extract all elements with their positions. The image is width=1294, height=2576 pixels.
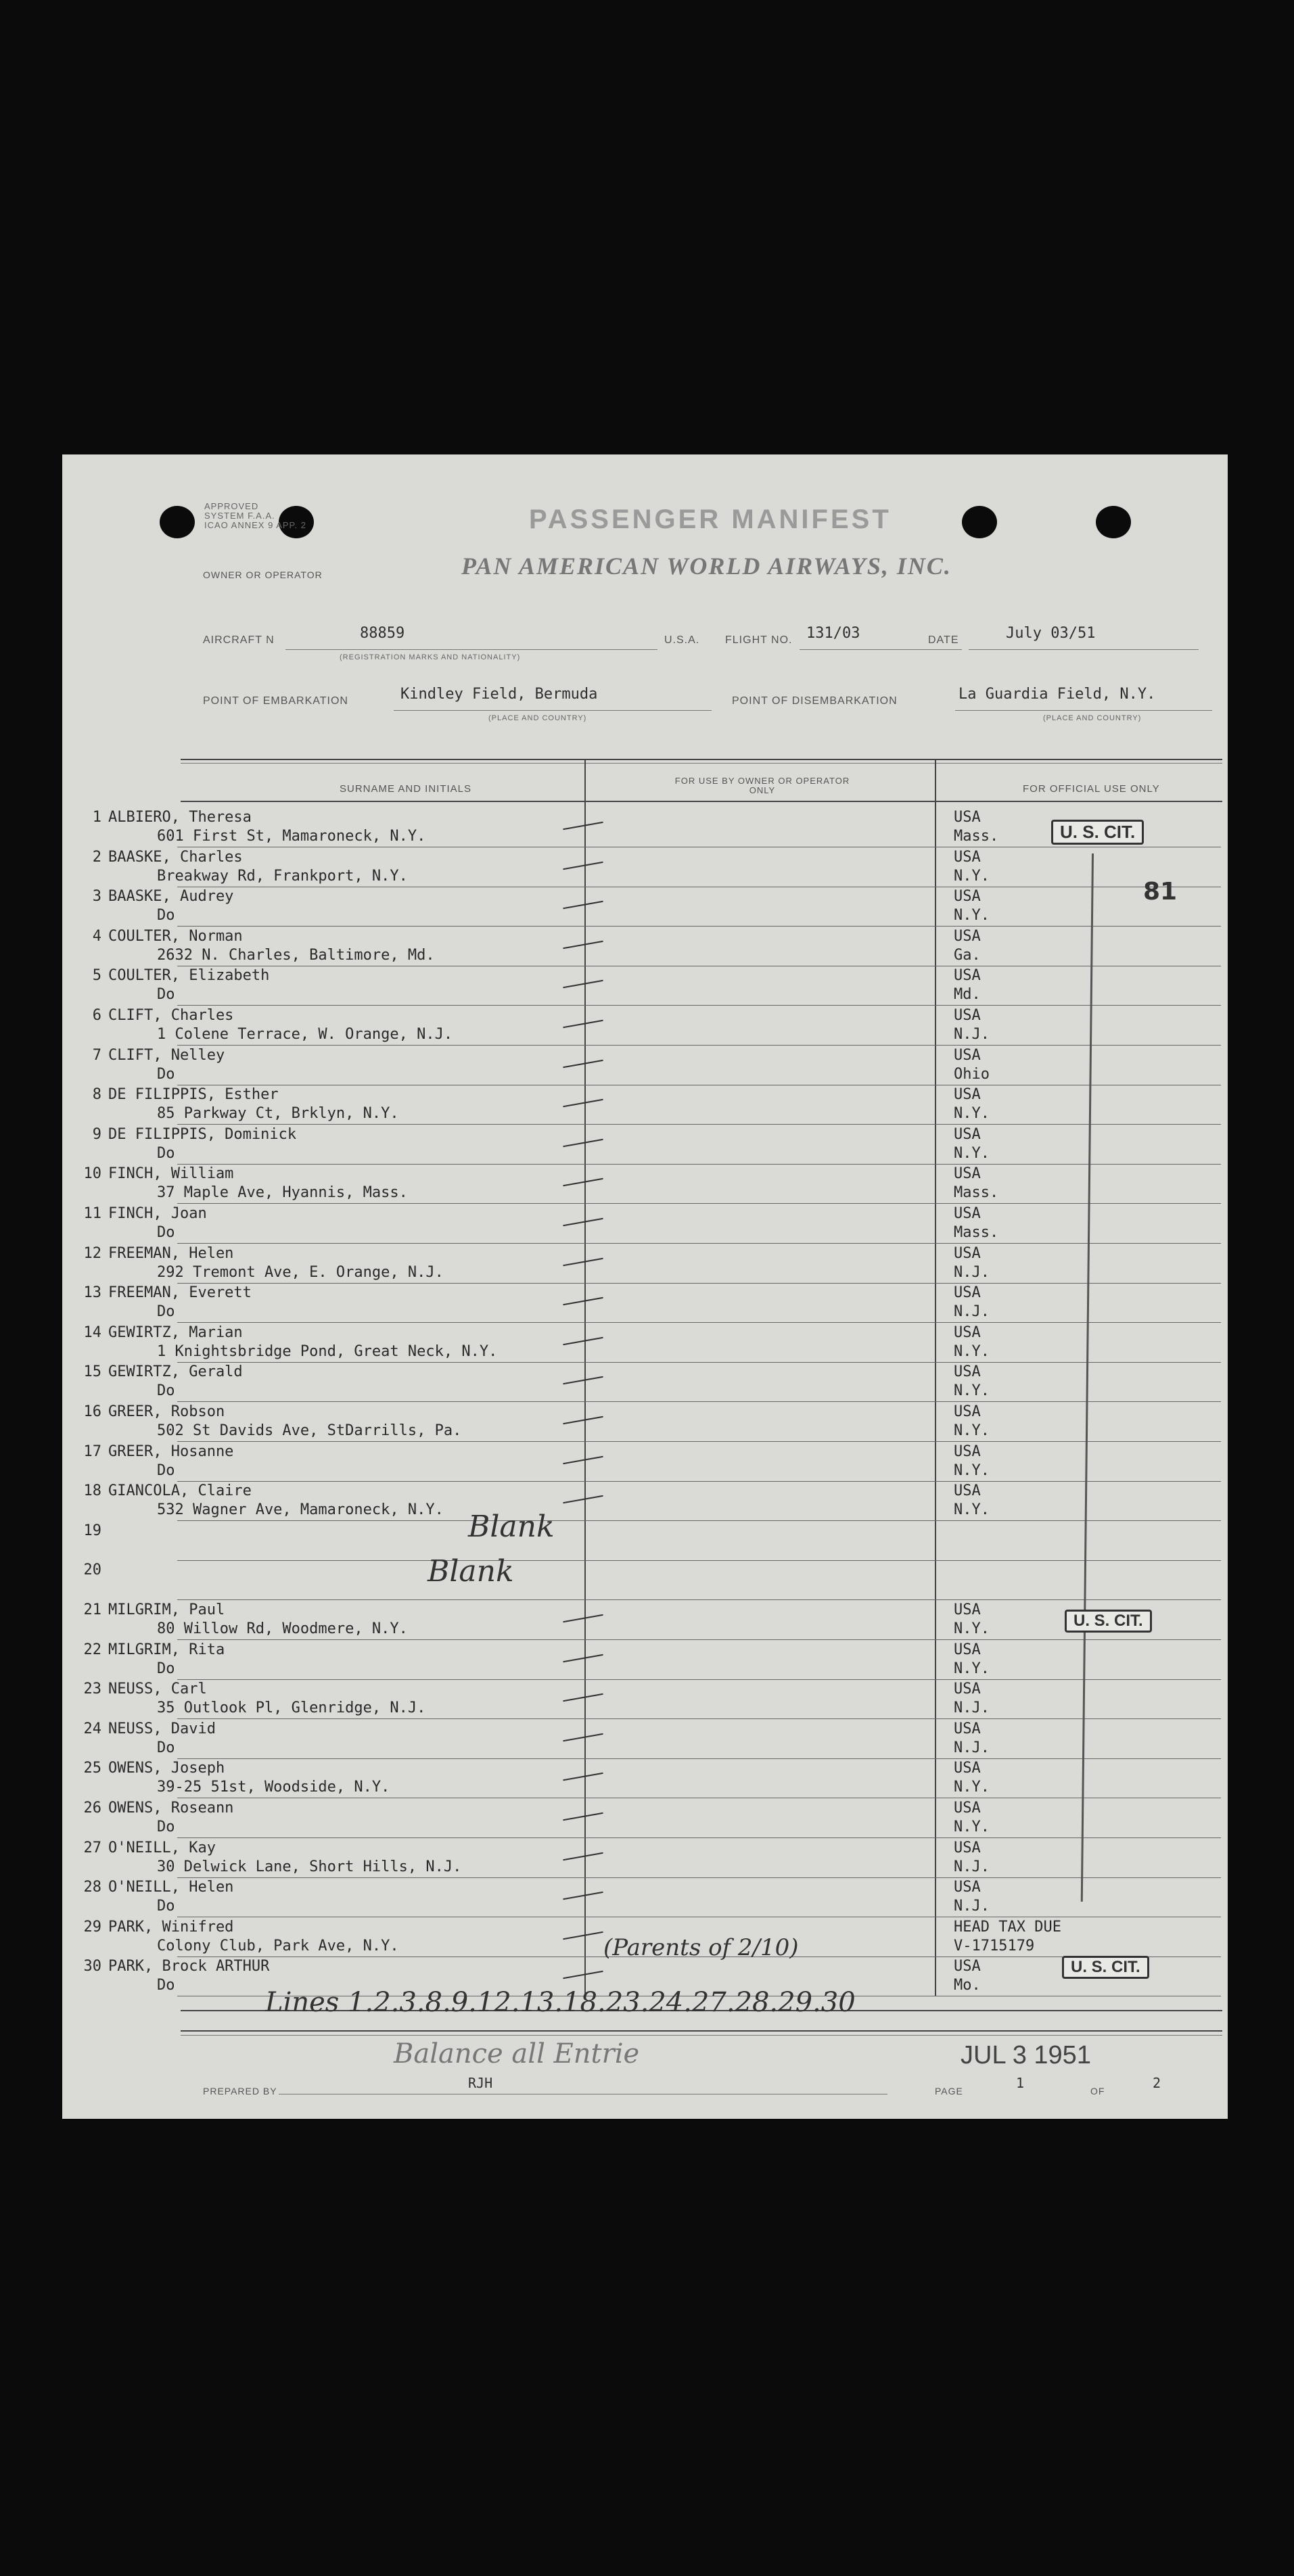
official-col-1: USA [954, 1482, 981, 1500]
row-number: 8 [92, 1086, 101, 1104]
passenger-address: 601 First St, Mamaroneck, N.Y. [157, 828, 426, 845]
passenger-name: CLIFT, Nelley [108, 1046, 225, 1064]
official-col-2: N.Y. [954, 1501, 990, 1519]
aircraft-number: 88859 [360, 625, 405, 642]
passenger-address: 2632 N. Charles, Baltimore, Md. [157, 946, 435, 964]
row-number: 23 [83, 1681, 101, 1698]
official-col-1: USA [954, 1125, 981, 1143]
date-stamp: JUL 3 1951 [961, 2041, 1091, 2069]
passenger-name: FINCH, William [108, 1165, 234, 1183]
blank-note: Blank [468, 1509, 555, 1544]
check-mark [563, 1139, 603, 1147]
approval-line: ICAO ANNEX 9 APP. 2 [204, 520, 306, 530]
row-number: 12 [83, 1244, 101, 1262]
table-row [62, 887, 1228, 927]
table-row [62, 1283, 1228, 1323]
passenger-address: Do [157, 1382, 175, 1400]
us-cit-stamp: U. S. CIT. [1065, 1610, 1152, 1633]
row-number: 3 [92, 888, 101, 906]
aircraft-label: AIRCRAFT N [203, 634, 275, 646]
check-mark [563, 822, 603, 830]
check-mark [563, 1495, 603, 1503]
check-mark [563, 1654, 603, 1662]
passenger-address: 1 Knightsbridge Pond, Great Neck, N.Y. [157, 1342, 498, 1360]
table-row [62, 1204, 1228, 1244]
official-col-1: USA [954, 1363, 981, 1381]
table-row [62, 1244, 1228, 1284]
passenger-name: OWENS, Roseann [108, 1800, 234, 1817]
official-col-1: USA [954, 1165, 981, 1183]
check-mark [563, 1218, 603, 1226]
check-mark [563, 1376, 603, 1384]
official-col-2: N.Y. [954, 867, 990, 885]
row-number: 26 [83, 1800, 101, 1817]
passenger-name: FREEMAN, Everett [108, 1284, 252, 1302]
official-col-1: USA [954, 1800, 981, 1817]
official-col-1: HEAD TAX DUE [954, 1918, 1061, 1936]
passenger-address: 1 Colene Terrace, W. Orange, N.J. [157, 1026, 453, 1043]
official-col-2: N.Y. [954, 1779, 990, 1796]
us-cit-stamp: U. S. CIT. [1062, 1956, 1149, 1979]
passenger-name: DE FILIPPIS, Esther [108, 1086, 279, 1104]
passenger-name: GEWIRTZ, Gerald [108, 1363, 243, 1381]
row-number: 21 [83, 1601, 101, 1618]
check-mark [563, 1773, 603, 1781]
official-col-1: USA [954, 1641, 981, 1658]
official-col-2: Mo. [954, 1977, 981, 1994]
row-number: 24 [83, 1720, 101, 1737]
official-col-1: USA [954, 1839, 981, 1856]
official-col-2: Mass. [954, 828, 999, 845]
official-col-1: USA [954, 1284, 981, 1302]
official-col-2: N.Y. [954, 1660, 990, 1677]
official-col-1: USA [954, 1324, 981, 1341]
row-number: 25 [83, 1760, 101, 1777]
disembark-label: POINT OF DISEMBARKATION [732, 695, 898, 707]
row-number: 20 [83, 1562, 101, 1579]
manifest-sheet [62, 454, 1228, 2119]
passenger-address: Do [157, 1977, 175, 1994]
check-mark [563, 901, 603, 909]
table-row [62, 1006, 1228, 1046]
row-number: 15 [83, 1363, 101, 1381]
official-col-1: USA [954, 927, 981, 945]
table-row [62, 1521, 1228, 1561]
official-col-2: Mass. [954, 1224, 999, 1241]
passenger-address: Do [157, 907, 175, 924]
passenger-address: Do [157, 1303, 175, 1321]
passenger-name: MILGRIM, Paul [108, 1601, 225, 1618]
check-mark [563, 1733, 603, 1741]
official-col-1: USA [954, 848, 981, 866]
row-number: 1 [92, 809, 101, 826]
check-mark [563, 1020, 603, 1028]
passenger-name: O'NEILL, Kay [108, 1839, 216, 1856]
passenger-address: Do [157, 1898, 175, 1915]
passenger-name: FINCH, Joan [108, 1205, 207, 1222]
official-col-2: N.Y. [954, 1819, 990, 1835]
official-col-1: USA [954, 967, 981, 985]
check-mark [563, 1337, 603, 1345]
us-cit-stamp: U. S. CIT. [1051, 820, 1144, 845]
official-col-1: USA [954, 1046, 981, 1064]
row-number: 27 [83, 1839, 101, 1856]
passenger-address: 532 Wagner Ave, Mamaroneck, N.Y. [157, 1501, 444, 1519]
check-mark [563, 1297, 603, 1305]
date-label: DATE [928, 634, 959, 646]
row-number: 16 [83, 1403, 101, 1420]
check-mark [563, 1614, 603, 1622]
passenger-address: 80 Willow Rd, Woodmere, N.Y. [157, 1620, 408, 1637]
check-mark [563, 1099, 603, 1107]
official-col-2: N.Y. [954, 1342, 990, 1360]
page-title: PASSENGER MANIFEST [529, 505, 892, 534]
official-col-1: USA [954, 1403, 981, 1420]
col-owner-use: FOR USE BY OWNER OR OPERATOR ONLY [674, 776, 850, 795]
flight-number: 131/03 [806, 625, 860, 642]
table-row [62, 1085, 1228, 1125]
official-col-1: USA [954, 1007, 981, 1024]
check-mark [563, 1892, 603, 1900]
official-col-2: N.Y. [954, 1620, 990, 1637]
table-row [62, 1560, 1228, 1600]
official-col-2: N.J. [954, 1026, 990, 1043]
official-col-1: USA [954, 1720, 981, 1737]
passenger-address: 37 Maple Ave, Hyannis, Mass. [157, 1184, 408, 1202]
official-col-2: N.J. [954, 1700, 990, 1717]
row-number: 9 [92, 1125, 101, 1143]
official-col-1: USA [954, 1760, 981, 1777]
check-mark [563, 1257, 603, 1265]
passenger-name: DE FILIPPIS, Dominick [108, 1125, 297, 1143]
table-row [62, 1640, 1228, 1680]
official-col-2: N.Y. [954, 1144, 990, 1162]
table-row [62, 1679, 1228, 1719]
official-col-2: Ga. [954, 946, 981, 964]
official-col-2: Mass. [954, 1184, 999, 1202]
check-mark [563, 941, 603, 949]
row-number: 19 [83, 1522, 101, 1539]
row-number: 2 [92, 848, 101, 866]
official-col-2: N.Y. [954, 907, 990, 924]
balance-note: Balance all Entrie [394, 2038, 640, 2069]
flight-label: FLIGHT NO. [725, 634, 793, 646]
check-mark [563, 861, 603, 869]
check-mark [563, 1455, 603, 1463]
table-row [62, 1877, 1228, 1917]
table-row [62, 1838, 1228, 1878]
official-col-2: N.J. [954, 1739, 990, 1756]
passenger-name: PARK, Winifred [108, 1918, 234, 1936]
of-label: OF [1090, 2086, 1105, 2097]
passenger-address: 85 Parkway Ct, Brklyn, N.Y. [157, 1105, 399, 1123]
punch-hole [962, 506, 997, 538]
table-row [62, 966, 1228, 1006]
check-mark [563, 1178, 603, 1186]
row-number: 7 [92, 1046, 101, 1064]
official-col-1: USA [954, 1601, 981, 1618]
count-note: 81 [1143, 878, 1178, 906]
page-total: 2 [1153, 2075, 1161, 2091]
table-row [62, 1164, 1228, 1204]
official-col-1: USA [954, 1244, 981, 1262]
passenger-name: GIANCOLA, Claire [108, 1482, 252, 1500]
embark-sub: (PLACE AND COUNTRY) [488, 714, 587, 722]
official-col-2: N.Y. [954, 1382, 990, 1400]
row-number: 29 [83, 1918, 101, 1936]
col-official: FOR OFFICIAL USE ONLY [1023, 783, 1160, 795]
table-row [62, 1481, 1228, 1521]
check-mark [563, 1059, 603, 1067]
official-col-2: N.Y. [954, 1461, 990, 1479]
official-col-2: Md. [954, 986, 981, 1004]
approval-block [204, 502, 306, 530]
table-row [62, 927, 1228, 966]
row-number: 4 [92, 927, 101, 945]
row-number: 17 [83, 1443, 101, 1460]
table-row [62, 1600, 1228, 1640]
passenger-address: Do [157, 1739, 175, 1756]
passenger-address: 292 Tremont Ave, E. Orange, N.J. [157, 1263, 444, 1281]
passenger-address: Colony Club, Park Ave, N.Y. [157, 1937, 399, 1954]
passenger-name: GREER, Robson [108, 1403, 225, 1420]
row-number: 10 [83, 1165, 101, 1183]
official-col-1: USA [954, 1958, 981, 1975]
passenger-name: NEUSS, David [108, 1720, 216, 1737]
parents-note: (Parents of 2/10) [603, 1934, 799, 1961]
official-col-1: USA [954, 1443, 981, 1460]
passenger-address: Do [157, 1224, 175, 1241]
passenger-name: COULTER, Elizabeth [108, 967, 270, 985]
table-row [62, 1125, 1228, 1165]
official-col-2: N.Y. [954, 1105, 990, 1123]
passenger-address: 502 St Davids Ave, StDarrills, Pa. [157, 1422, 462, 1439]
prepared-by: RJH [468, 2075, 493, 2091]
blank-note: Blank [428, 1554, 514, 1589]
flight-date: July 03/51 [1006, 625, 1096, 642]
nationality: U.S.A. [664, 634, 700, 646]
row-number: 18 [83, 1482, 101, 1500]
passenger-name: MILGRIM, Rita [108, 1641, 225, 1658]
passenger-name: GEWIRTZ, Marian [108, 1324, 243, 1341]
table-row [62, 847, 1228, 887]
row-number: 5 [92, 967, 101, 985]
check-mark [563, 1693, 603, 1702]
table-row [62, 1402, 1228, 1442]
passenger-name: O'NEILL, Helen [108, 1879, 234, 1896]
passenger-name: ALBIERO, Theresa [108, 809, 252, 826]
passenger-address: Breakway Rd, Frankport, N.Y. [157, 867, 408, 885]
passenger-name: COULTER, Norman [108, 927, 243, 945]
page-label: PAGE [935, 2086, 963, 2097]
passenger-name: CLIFT, Charles [108, 1007, 234, 1024]
passenger-address: Do [157, 1461, 175, 1479]
punch-hole [1096, 506, 1131, 538]
row-number: 14 [83, 1324, 101, 1341]
approval-line: SYSTEM F.A.A. [204, 511, 275, 521]
official-col-2: V-1715179 [954, 1937, 1035, 1954]
check-mark [563, 1971, 603, 1979]
table-row [62, 1719, 1228, 1759]
official-col-2: Ohio [954, 1065, 990, 1083]
passenger-name: GREER, Hosanne [108, 1443, 234, 1460]
passenger-name: FREEMAN, Helen [108, 1244, 234, 1262]
approval-line: APPROVED [204, 501, 259, 511]
row-number: 6 [92, 1007, 101, 1024]
passenger-address: Do [157, 1660, 175, 1677]
table-row [62, 1442, 1228, 1482]
row-number: 11 [83, 1205, 101, 1222]
check-mark [563, 980, 603, 988]
check-mark [563, 1812, 603, 1821]
official-col-1: USA [954, 888, 981, 906]
official-col-2: N.J. [954, 1858, 990, 1875]
embark-label: POINT OF EMBARKATION [203, 695, 348, 707]
aircraft-sub: (REGISTRATION MARKS AND NATIONALITY) [340, 653, 521, 661]
official-col-1: USA [954, 1879, 981, 1896]
company-name: PAN AMERICAN WORLD AIRWAYS, INC. [461, 553, 952, 580]
passenger-name: BAASKE, Charles [108, 848, 243, 866]
official-col-1: USA [954, 1086, 981, 1104]
official-col-1: USA [954, 1205, 981, 1222]
disembark-sub: (PLACE AND COUNTRY) [1043, 714, 1142, 722]
row-number: 30 [83, 1958, 101, 1975]
table-row [62, 1758, 1228, 1798]
passenger-address: 35 Outlook Pl, Glenridge, N.J. [157, 1700, 426, 1717]
row-number: 13 [83, 1284, 101, 1302]
passenger-name: BAASKE, Audrey [108, 888, 234, 906]
punch-hole [160, 506, 195, 538]
passenger-name: NEUSS, Carl [108, 1681, 207, 1698]
passenger-address: 30 Delwick Lane, Short Hills, N.J. [157, 1858, 462, 1875]
official-col-2: N.Y. [954, 1422, 990, 1439]
official-col-1: USA [954, 809, 981, 826]
row-number: 22 [83, 1641, 101, 1658]
table-row [62, 1046, 1228, 1085]
passenger-address: Do [157, 1819, 175, 1835]
table-row [62, 1798, 1228, 1838]
official-col-2: N.J. [954, 1303, 990, 1321]
table-row [62, 1362, 1228, 1402]
official-col-2: N.J. [954, 1898, 990, 1915]
passenger-address: Do [157, 986, 175, 1004]
prepared-label: PREPARED BY [203, 2086, 277, 2097]
passenger-name: OWENS, Joseph [108, 1760, 225, 1777]
check-mark [563, 1416, 603, 1424]
passenger-address: Do [157, 1144, 175, 1162]
check-mark [563, 1852, 603, 1860]
embark-point: Kindley Field, Bermuda [400, 686, 598, 703]
passenger-name: PARK, Brock ARTHUR [108, 1958, 270, 1975]
passenger-address: 39-25 51st, Woodside, N.Y. [157, 1779, 390, 1796]
table-row [62, 1323, 1228, 1363]
row-number: 28 [83, 1879, 101, 1896]
col-surname: SURNAME AND INITIALS [340, 783, 472, 795]
check-mark [563, 1931, 603, 1940]
lines-note: Lines 1.2.3.8.9.12.13.18.23.24.27.28.29.30 [265, 1987, 856, 2018]
official-col-2: N.J. [954, 1263, 990, 1281]
page-number: 1 [1016, 2075, 1025, 2091]
passenger-address: Do [157, 1065, 175, 1083]
disembark-point: La Guardia Field, N.Y. [958, 686, 1156, 703]
owner-label: OWNER OR OPERATOR [203, 569, 323, 580]
official-col-1: USA [954, 1681, 981, 1698]
